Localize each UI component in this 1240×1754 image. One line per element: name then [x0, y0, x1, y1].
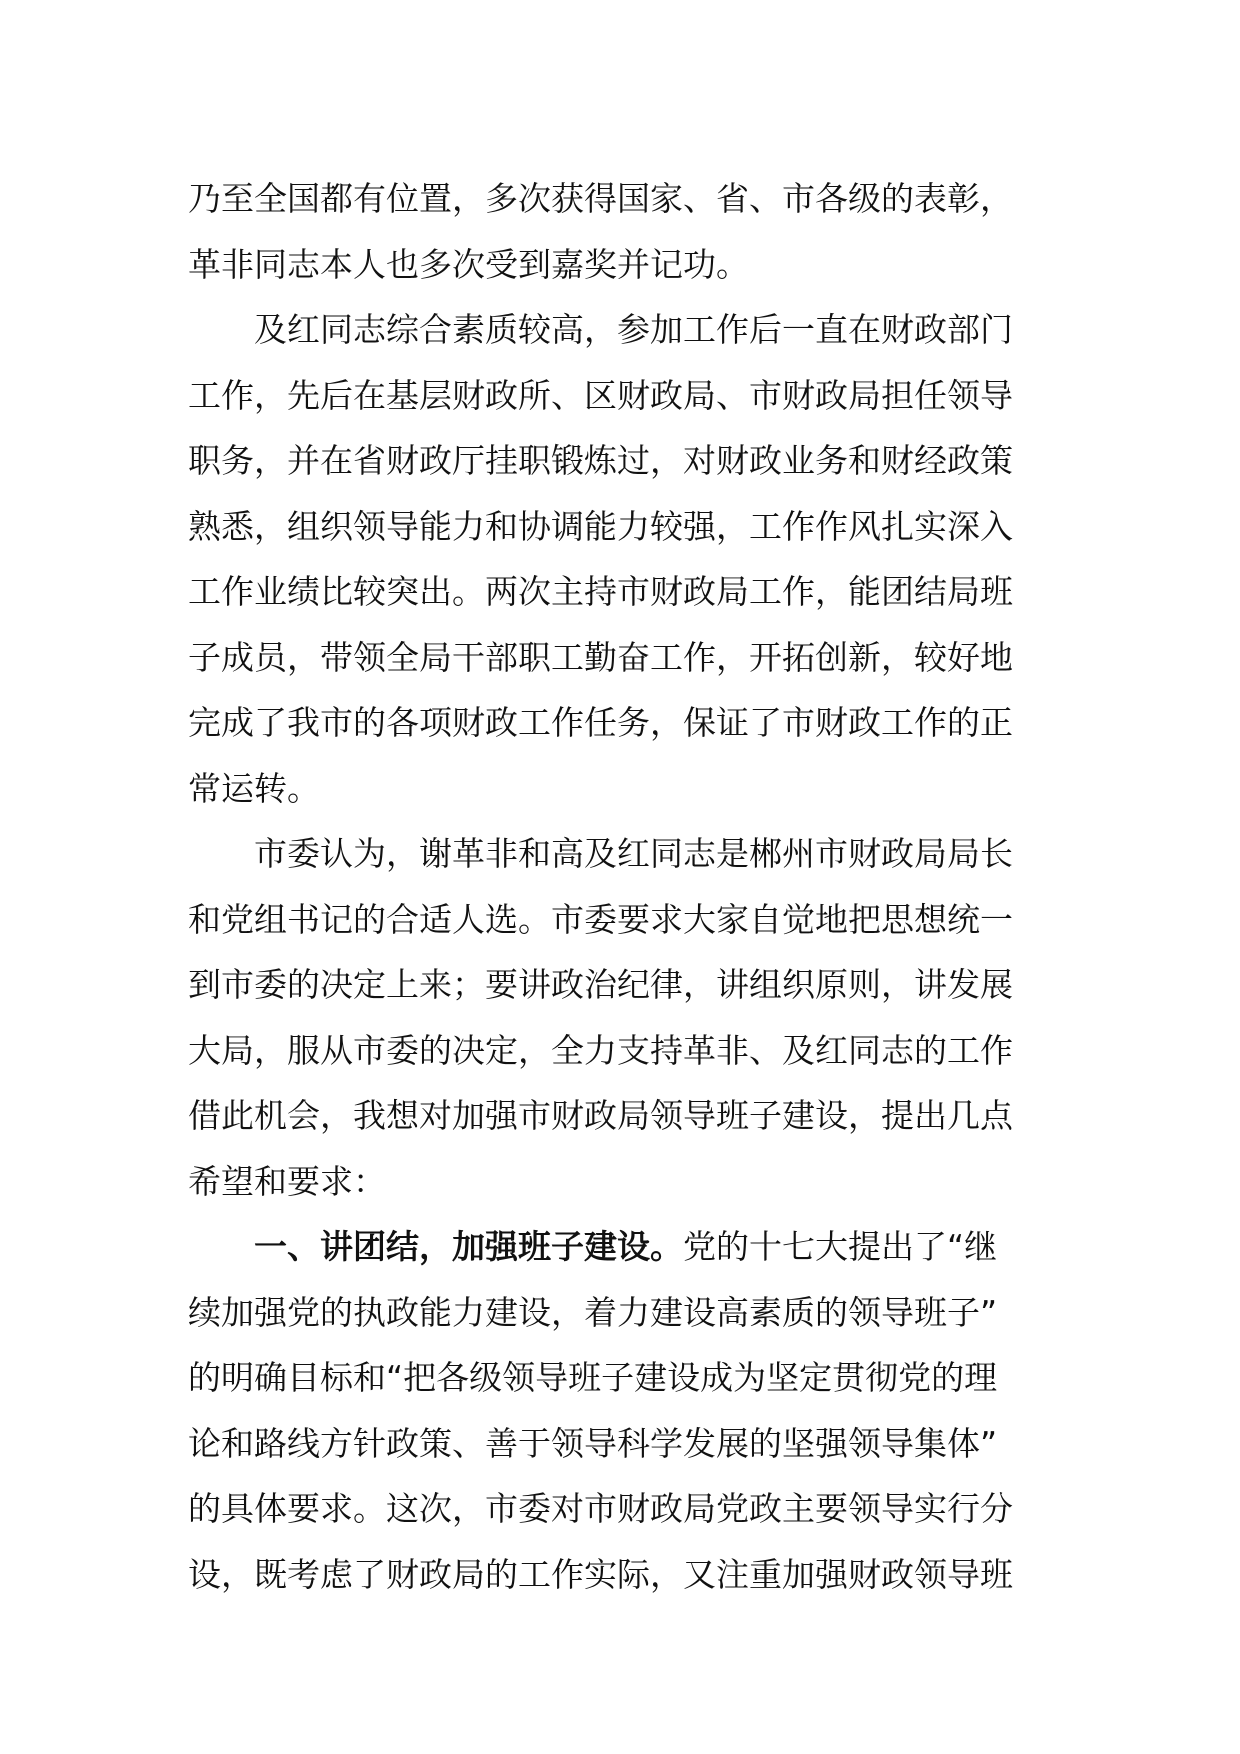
text-line: 乃至全国都有位置，多次获得国家、省、市各级的表彰，	[188, 179, 1013, 218]
paragraph-2	[188, 297, 1068, 821]
text-line: 革非同志本人也多次受到嘉奖并记功。	[188, 244, 749, 284]
text-line: 的明确目标和“把各级领导班子建设成为坚定贯彻党的理	[188, 1358, 998, 1397]
text-line: 和党组书记的合适人选。市委要求大家自觉地把思想统一	[188, 899, 1013, 939]
text-line: 论和路线方针政策、善于领导科学发展的坚强领导集体”	[188, 1423, 998, 1463]
text-run: 党的十七大提出了“继	[683, 1227, 998, 1266]
text-line: 工作，先后在基层财政所、区财政局、市财政局担任领导	[188, 375, 1013, 415]
text-line: 设，既考虑了财政局的工作实际，又注重加强财政领导班	[188, 1554, 1013, 1594]
text-line: 市委认为，谢革非和高及红同志是郴州市财政局局长	[254, 834, 1013, 873]
text-line: 工作业绩比较突出。两次主持市财政局工作，能团结局班	[188, 572, 1013, 611]
text-line: 及红同志综合素质较高，参加工作后一直在财政部门	[254, 310, 1013, 349]
text-line: 大局，服从市委的决定，全力支持革非、及红同志的工作	[188, 1030, 1013, 1070]
paragraph-1	[188, 166, 1068, 297]
text-line: 熟悉，组织领导能力和协调能力较强，工作作风扎实深入	[188, 506, 1013, 546]
paragraph-4	[188, 1214, 1068, 1607]
text-line: 希望和要求：	[188, 1161, 386, 1201]
document-body	[188, 166, 1068, 1607]
text-line: 借此机会，我想对加强市财政局领导班子建设，提出几点	[188, 1096, 1013, 1135]
text-line: 职务，并在省财政厅挂职锻炼过，对财政业务和财经政策	[188, 441, 1013, 480]
text-line: 续加强党的执政能力建设，着力建设高素质的领导班子”	[188, 1292, 998, 1332]
text-line: 到市委的决定上来；要讲政治纪律，讲组织原则，讲发展	[188, 965, 1013, 1004]
text-line: 的具体要求。这次，市委对市财政局党政主要领导实行分	[188, 1489, 1013, 1528]
section-heading: 一、讲团结，加强班子建设。	[254, 1227, 683, 1266]
text-line: 完成了我市的各项财政工作任务，保证了市财政工作的正	[188, 703, 1013, 742]
text-line	[188, 1214, 1068, 1280]
paragraph-3	[188, 821, 1068, 1214]
text-line: 子成员，带领全局干部职工勤奋工作，开拓创新，较好地	[188, 637, 1013, 677]
text-line: 常运转。	[188, 768, 320, 808]
